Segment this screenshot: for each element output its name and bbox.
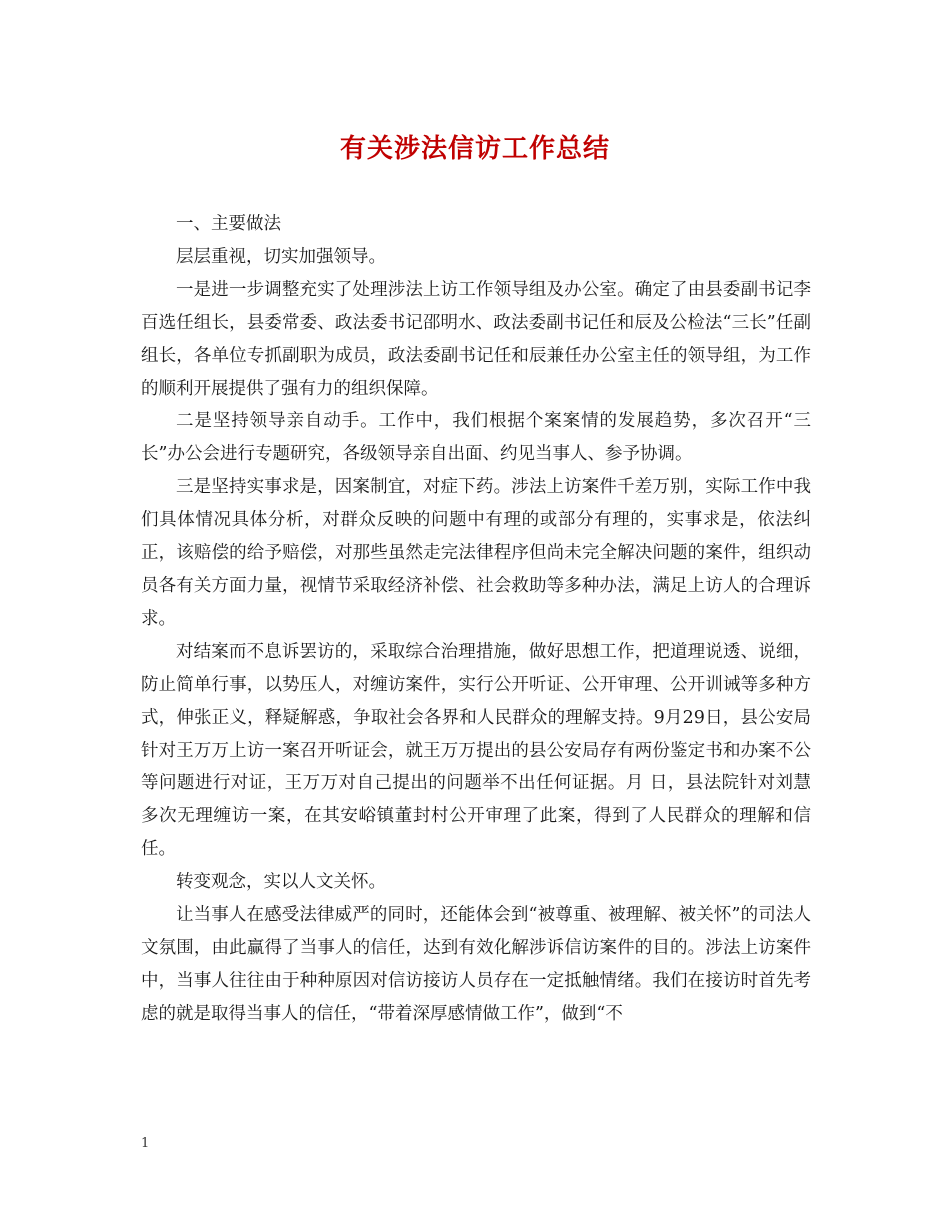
section-heading: 一、主要做法: [176, 214, 281, 234]
document-title: 有关涉法信访工作总结: [339, 134, 610, 164]
subheading-humanistic-care: 转变观念，实以人文关怀。: [176, 872, 386, 893]
page-number: 1: [141, 1136, 150, 1151]
subheading-leadership: 层层重视，切实加强领导。: [176, 246, 386, 267]
paragraph: 让当事人在感受法律威严的同时，还能体会到“被尊重、被理解、被关怀”的司法人文氛围，由此赢得了当事人的信任，达到有效化解涉诉信访案件的目的。涉法上访案件中，当事人往往由于种种原因对信访接访人员存在一定抵触情绪。我们在接访时首先考虑的就是取得当事人的信任，“带着深厚感情做工作”，做到“不: [141, 905, 811, 1024]
paragraph: 一是进一步调整充实了处理涉法上访工作领导组及办公室。确定了由县委副书记李百选任组长，县委常委、政法委书记邵明水、政法委副书记任和辰及公检法“三长”任副组长，各单位专抓副职为成员，政法委副书记任和辰兼任办公室主任的领导组，为工作的顺利开展提供了强有力的组织保障。: [141, 279, 811, 399]
paragraph: 对结案而不息诉罢访的，采取综合治理措施，做好思想工作，把道理说透、说细，防止简单行事，以势压人，对缠访案件，实行公开听证、公开审理、公开训诫等多种方式，伸张正义，释疑解惑，争取社会各界和人民群众的理解支持。9月29日，县公安局针对王万万上访一案召开听证会，就王万万提出的县公安局存有两份鉴定书和办案不公等问题进行对证，王万万对自己提出的问题举不出任何证据。月 日，县法院针对刘慧多次无理缠访一案，在其安峪镇董封村公开审理了此案，得到了人民群众的理解和信任。: [141, 641, 811, 860]
paragraph: 三是坚持实事求是，因案制宜，对症下药。涉法上访案件千差万别，实际工作中我们具体情况具体分析，对群众反映的问题中有理的或部分有理的，实事求是，依法纠正，该赔偿的给予赔偿，对那些虽然走完法律程序但尚未完全解决问题的案件，组织动员各有关方面力量，视情节采取经济补偿、社会救助等多种办法，满足上访人的合理诉求。: [141, 477, 811, 629]
document-body: [141, 208, 811, 1031]
paragraph: 二是坚持领导亲自动手。工作中，我们根据个案案情的发展趋势，多次召开“三长”办公会进行专题研究，各级领导亲自出面、约见当事人、参予协调。: [141, 411, 811, 465]
